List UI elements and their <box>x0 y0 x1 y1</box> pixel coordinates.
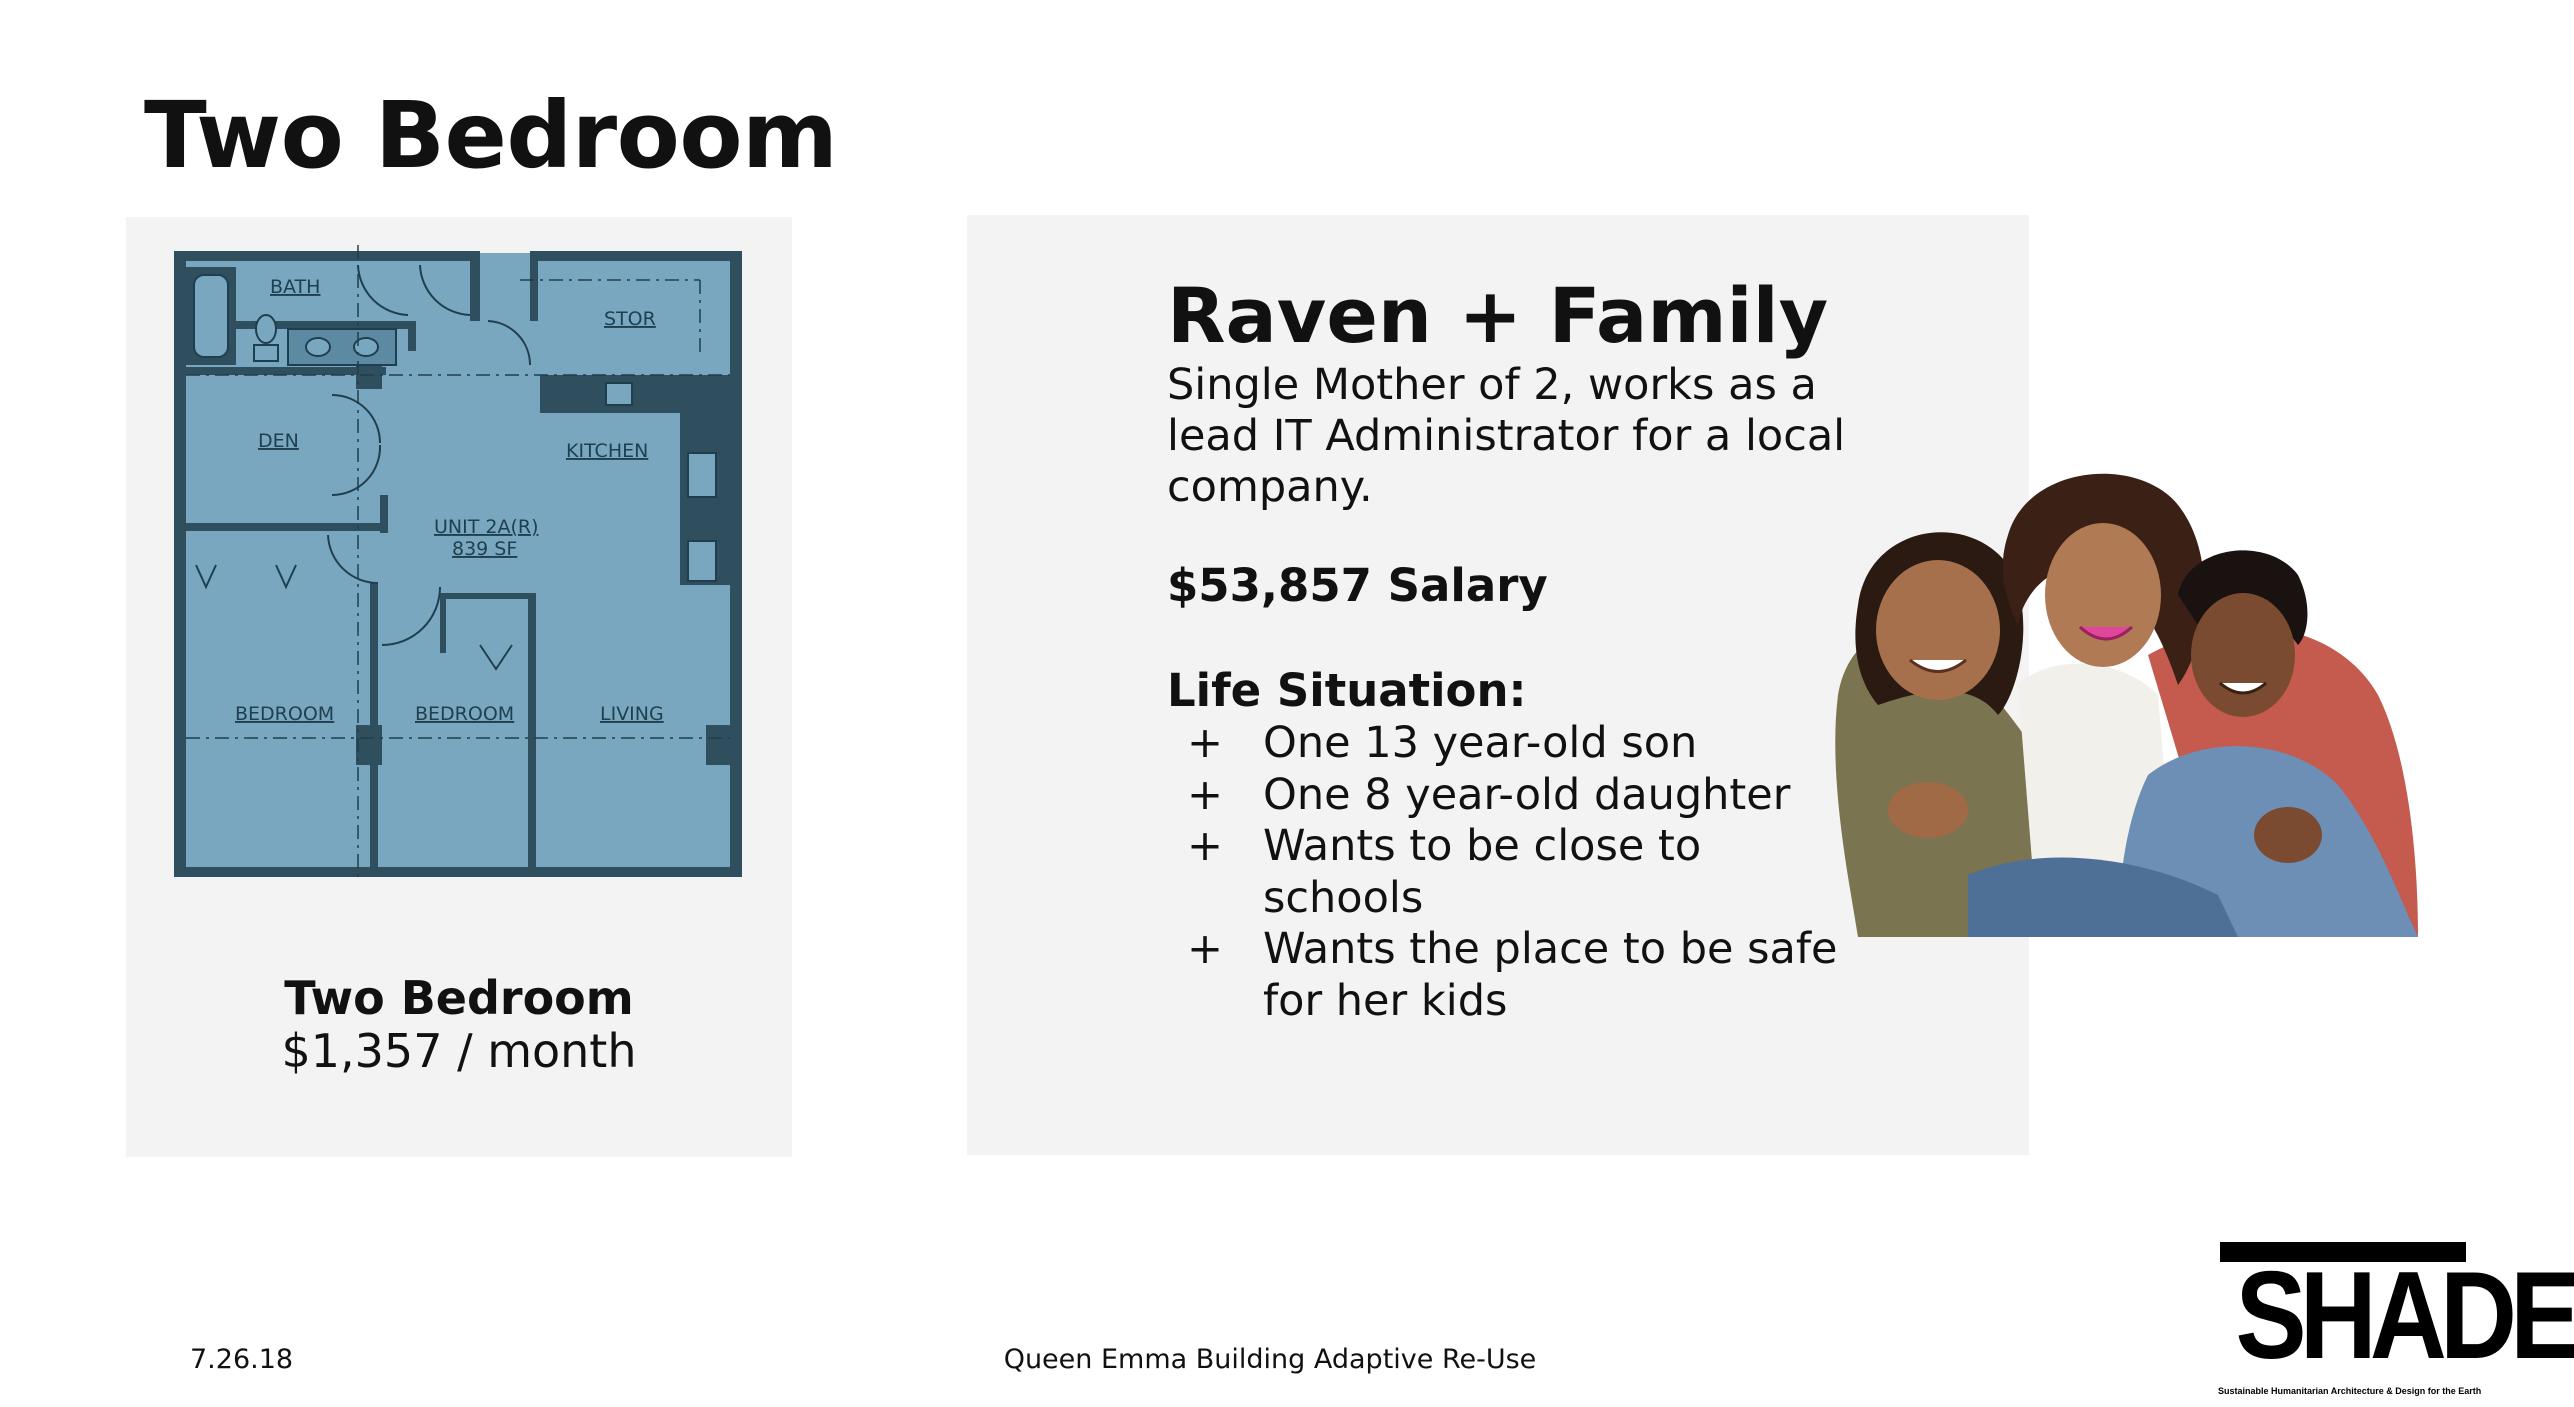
footer-project-name: Queen Emma Building Adaptive Re-Use <box>1003 1344 1537 1375</box>
footer-date: 7.26.18 <box>190 1344 294 1375</box>
plus-bullet: + <box>1187 769 1224 820</box>
logo-tagline: Sustainable Humanitarian Architecture & Design for the Earth <box>2218 1386 2482 1396</box>
list-item-text: One 13 year-old son <box>1263 718 1698 768</box>
floor-plan-label-den: DEN <box>258 430 299 452</box>
floor-plan-label-bedroom-1: BEDROOM <box>235 703 335 725</box>
floor-plan-label-unit: UNIT 2A(R) <box>434 516 539 538</box>
list-item-text: Wants the place to be safe for her kids <box>1263 924 1838 1026</box>
list-item <box>1167 718 1867 770</box>
persona-description: Single Mother of 2, works as a lead IT Administrator for a local company. <box>1167 360 1846 512</box>
floor-plan-label-area: 839 SF <box>452 538 518 560</box>
persona-salary: $53,857 Salary <box>1167 559 1548 612</box>
persona-name: Raven + Family <box>1167 271 1829 360</box>
floor-plan-label-bedroom-2: BEDROOM <box>415 703 515 725</box>
list-item <box>1167 924 1867 1027</box>
photo-face-left <box>1876 560 2000 700</box>
list-item <box>1167 770 1867 822</box>
logo-wordmark: SHADE <box>2235 1247 2574 1385</box>
photo-face-center <box>2045 523 2161 667</box>
page-title: Two Bedroom <box>144 82 838 189</box>
plus-bullet: + <box>1187 718 1224 768</box>
shade-logo <box>2218 1240 2574 1400</box>
floor-plan-label-bath: BATH <box>270 276 321 298</box>
floor-plan-label-living: LIVING <box>600 703 664 725</box>
life-situation-list <box>1167 718 1867 1027</box>
unit-title: Two Bedroom <box>284 971 634 1025</box>
photo-face-right <box>2191 593 2295 717</box>
list-item-text: One 8 year-old daughter <box>1263 769 1791 820</box>
floor-plan-label-stor: STOR <box>604 308 656 330</box>
family-photo <box>1818 455 2428 937</box>
floor-plan-label-kitchen: KITCHEN <box>566 440 649 462</box>
plus-bullet: + <box>1187 821 1224 871</box>
list-item <box>1167 821 1867 924</box>
floor-plan-image <box>170 245 746 883</box>
plus-bullet: + <box>1187 924 1224 974</box>
life-situation-heading: Life Situation: <box>1167 664 1527 717</box>
list-item-text: Wants to be close to schools <box>1263 821 1702 923</box>
unit-price: $1,357 / month <box>281 1024 637 1078</box>
